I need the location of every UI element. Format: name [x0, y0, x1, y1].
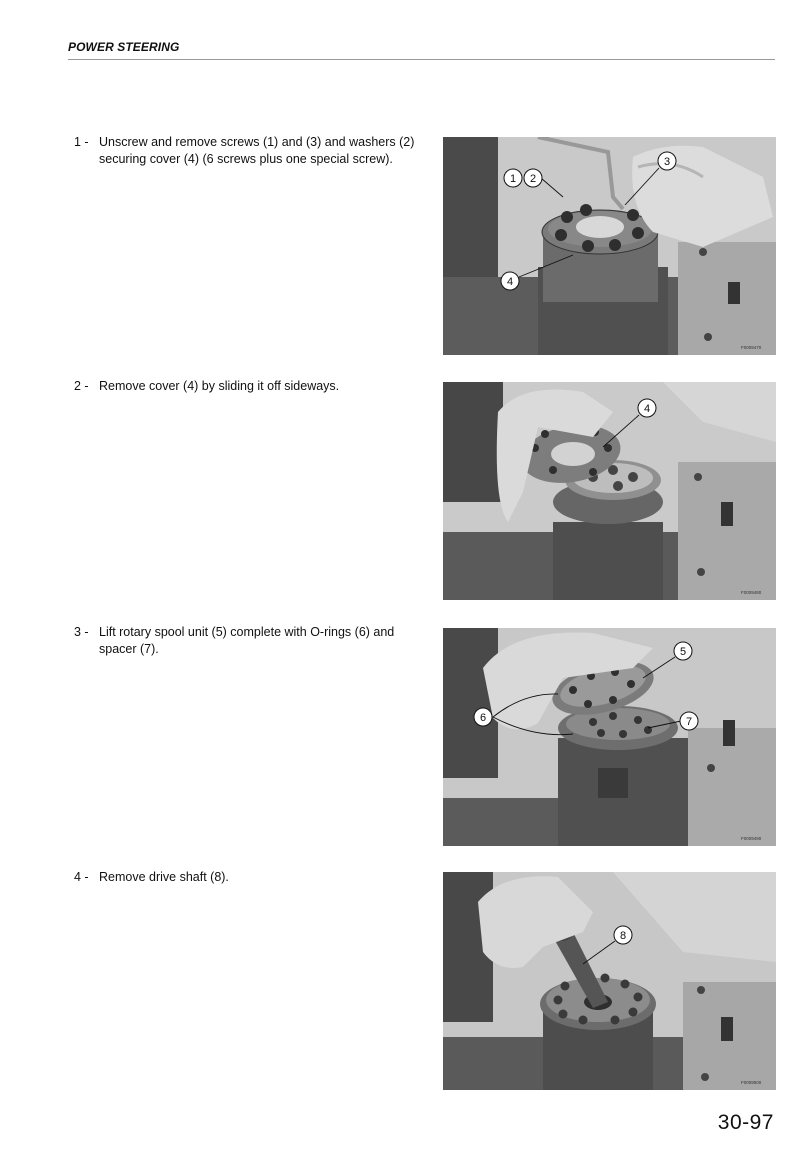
callout-4: [501, 272, 519, 290]
step-number: 4 -: [74, 870, 89, 884]
step-2-photo: [443, 382, 776, 600]
page-header: [68, 38, 775, 60]
callout-5: [674, 642, 692, 660]
svg-text:5: 5: [679, 646, 687, 658]
step-number: 1 -: [74, 135, 89, 149]
svg-text:1: 1: [509, 173, 517, 185]
callout-2: [524, 169, 542, 187]
page-number: 30-97: [717, 1111, 774, 1134]
svg-text:4: 4: [643, 403, 651, 415]
callout-6: [474, 708, 492, 726]
svg-text:8: 8: [619, 930, 627, 942]
step-text: Remove drive shaft (8).: [99, 870, 229, 884]
step-text: Remove cover (4) by sliding it off sideways.: [99, 379, 340, 393]
svg-text:F0009500: F0009500: [741, 1080, 762, 1085]
svg-text:3: 3: [663, 156, 671, 168]
step-number: 3 -: [74, 625, 89, 639]
svg-text:6: 6: [479, 712, 487, 724]
section-title: POWER STEERING: [68, 40, 180, 54]
step-text: Unscrew and remove screws (1) and (3) and washers (2) securing cover (4) (6 screws plus one special screw).: [99, 135, 415, 166]
svg-text:F0009490: F0009490: [741, 836, 762, 841]
step-3: [74, 624, 419, 658]
callout-4: [638, 399, 656, 417]
step-4-photo: [443, 872, 776, 1090]
step-3-photo: [443, 628, 776, 846]
step-2: [74, 378, 419, 395]
step-number: 2 -: [74, 379, 89, 393]
svg-text:F0009470: F0009470: [741, 345, 762, 350]
callout-3: [658, 152, 676, 170]
svg-text:7: 7: [685, 716, 693, 728]
callout-7: [680, 712, 698, 730]
svg-text:F0009480: F0009480: [741, 590, 762, 595]
svg-text:2: 2: [529, 173, 537, 185]
step-4: [74, 869, 419, 886]
step-text: Lift rotary spool unit (5) complete with O-rings (6) and spacer (7).: [99, 625, 395, 656]
svg-text:4: 4: [506, 276, 514, 288]
callout-1: [504, 169, 522, 187]
step-1-photo: [443, 137, 776, 355]
callout-8: [614, 926, 632, 944]
step-1: [74, 134, 419, 168]
